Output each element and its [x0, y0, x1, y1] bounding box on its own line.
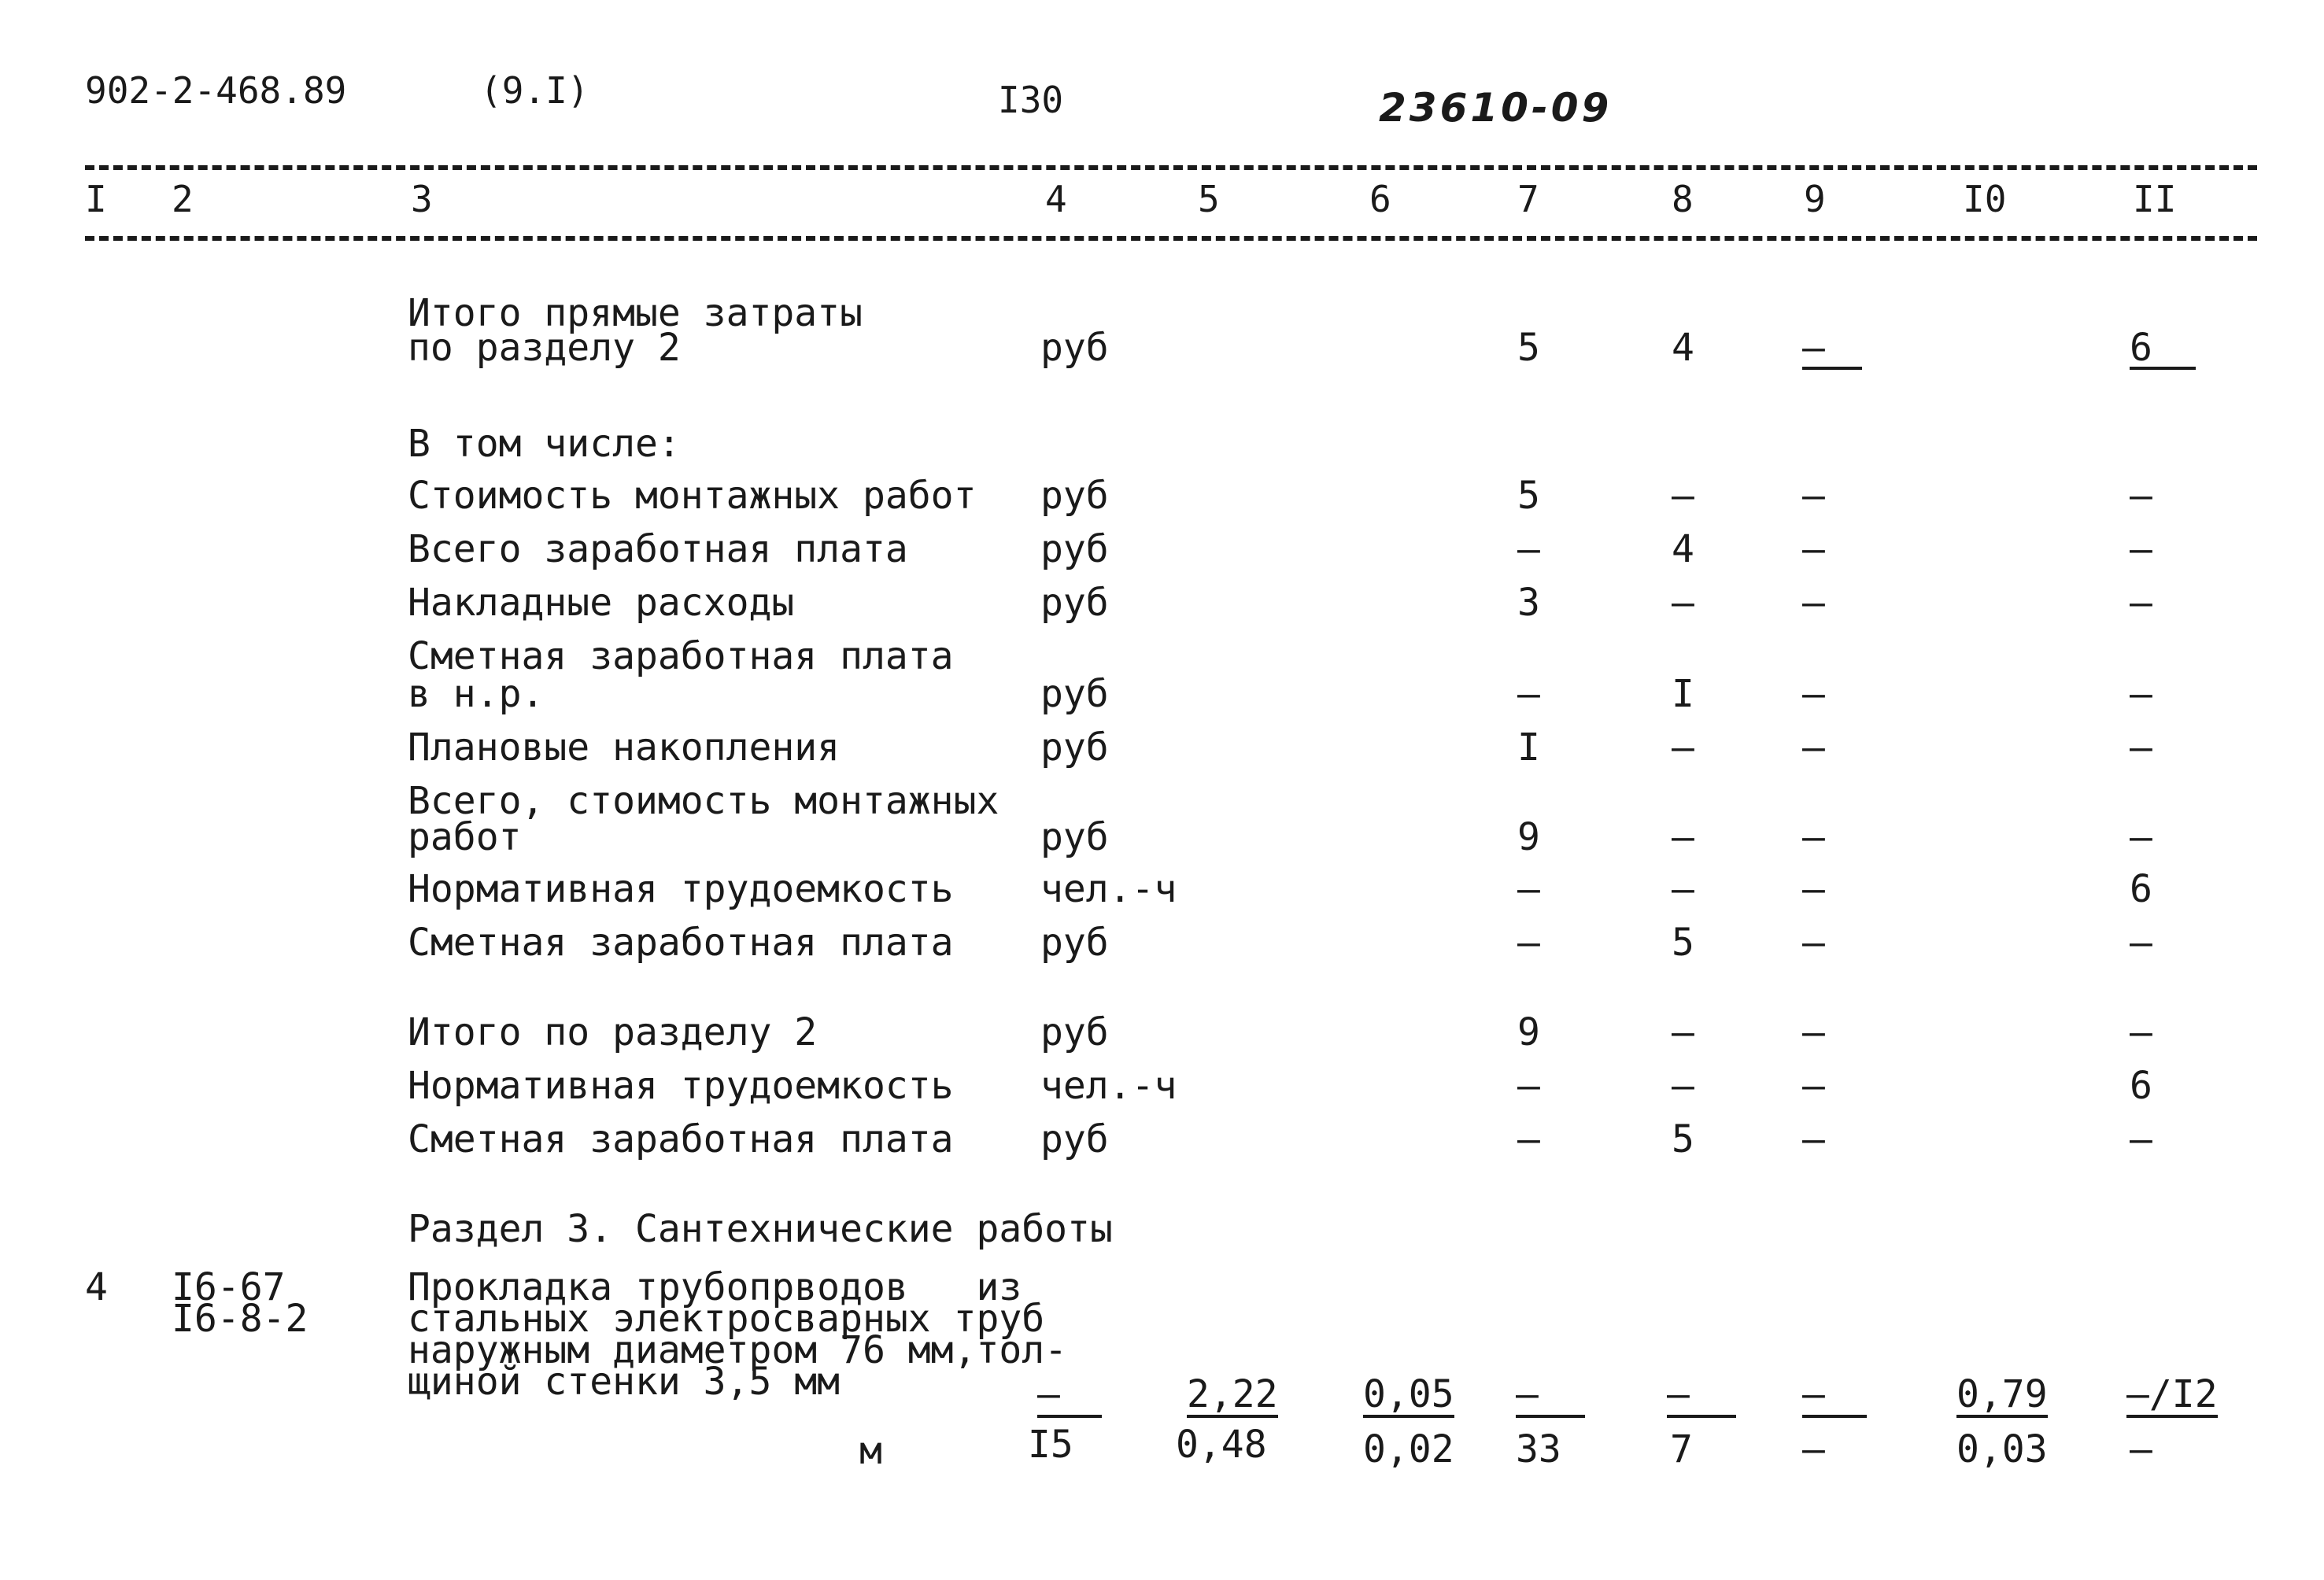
row-overhead-col11: –: [2130, 581, 2152, 625]
row-estimated-wages-col8: 5: [1672, 921, 1694, 965]
section2-total-label: Итого по разделу 2: [408, 1010, 818, 1054]
item-description-line4: щиной стенки 3,5 мм: [408, 1360, 841, 1404]
item-code-2: I6-8-2: [172, 1297, 309, 1341]
header-rule-top: [85, 165, 2257, 170]
section2-labor-unit: чел.-ч: [1040, 1064, 1177, 1108]
column-header-9: 9: [1804, 178, 1826, 220]
item-col7-bottom: 33: [1516, 1427, 1561, 1471]
item-col11-bottom: –: [2130, 1427, 2152, 1471]
row-planned-savings-col9: –: [1802, 725, 1825, 770]
row-installation-cost-col8: –: [1672, 474, 1694, 518]
section2-total-unit: руб: [1040, 1010, 1109, 1054]
row-total-installation-col7: 9: [1517, 815, 1540, 859]
row-total-installation-col9: –: [1802, 815, 1825, 859]
section2-wages-col11: –: [2130, 1117, 2152, 1161]
row-overhead-col7: 3: [1517, 581, 1540, 625]
row-labor-intensity-col11: 6: [2130, 867, 2152, 911]
item-description-line1: Прокладка трубопрводов из: [408, 1265, 1022, 1309]
column-header-7: 7: [1517, 178, 1539, 220]
archive-code: 23610-09: [1379, 85, 1613, 131]
section2-wages-label: Сметная заработная плата: [408, 1117, 954, 1161]
row-total-wages-unit: руб: [1040, 527, 1109, 571]
row-planned-savings-unit: руб: [1040, 725, 1109, 770]
item-col7-top: –: [1516, 1375, 1585, 1418]
row-estimated-wages-nr-col11: –: [2130, 672, 2152, 716]
column-header-5: 5: [1198, 178, 1220, 220]
row-total-wages-col11: –: [2130, 527, 2152, 571]
row-labor-intensity-col9: –: [1802, 867, 1825, 911]
row-total-installation-unit: руб: [1040, 815, 1109, 859]
item-code-1: I6-67: [172, 1265, 286, 1309]
item-col10-top: 0,79: [1956, 1372, 2048, 1416]
row-estimated-wages-nr-col7: –: [1517, 672, 1540, 716]
total-direct-col8: 4: [1672, 326, 1694, 370]
item-col8-top: –: [1667, 1375, 1736, 1418]
item-col5-bottom: 0,48: [1176, 1423, 1267, 1467]
row-estimated-wages-label: Сметная заработная плата: [408, 921, 954, 965]
row-overhead-col9: –: [1802, 581, 1825, 625]
section2-labor-col8: –: [1672, 1064, 1694, 1108]
section2-total-col11: –: [2130, 1010, 2152, 1054]
item-col8-bottom: 7: [1670, 1427, 1693, 1471]
row-labor-intensity-col8: –: [1672, 867, 1694, 911]
row-planned-savings-col8: –: [1672, 725, 1694, 770]
column-header-10: I0: [1963, 178, 2007, 220]
total-direct-label-line2: по разделу 2: [408, 326, 681, 370]
item-col4-top: –: [1037, 1375, 1102, 1418]
row-planned-savings-label: Плановые накопления: [408, 725, 841, 770]
row-total-wages-label: Всего заработная плата: [408, 527, 908, 571]
section2-labor-label: Нормативная трудоемкость: [408, 1064, 954, 1108]
section2-total-col7: 9: [1517, 1010, 1540, 1054]
row-labor-intensity-label: Нормативная трудоемкость: [408, 867, 954, 911]
row-installation-cost-col7: 5: [1517, 474, 1540, 518]
row-labor-intensity-col7: –: [1517, 867, 1540, 911]
row-total-installation-col11: –: [2130, 815, 2152, 859]
row-estimated-wages-nr-unit: руб: [1040, 672, 1109, 716]
row-total-wages-col7: –: [1517, 527, 1540, 571]
section2-labor-col9: –: [1802, 1064, 1825, 1108]
section2-labor-col11: 6: [2130, 1064, 2152, 1108]
row-labor-intensity-unit: чел.-ч: [1040, 867, 1177, 911]
row-estimated-wages-nr-col9: –: [1802, 672, 1825, 716]
row-installation-cost-label: Стоимость монтажных работ: [408, 474, 977, 518]
row-installation-cost-unit: руб: [1040, 474, 1109, 518]
row-planned-savings-col7: I: [1517, 725, 1540, 770]
section2-wages-col9: –: [1802, 1117, 1825, 1161]
total-direct-col9: –: [1802, 329, 1862, 370]
row-total-wages-col8: 4: [1672, 527, 1694, 571]
section-reference: (9.I): [480, 69, 589, 112]
item-description-line3: наружным диаметром 76 мм,тол-: [408, 1328, 1068, 1372]
row-estimated-wages-nr-label-line2: в н.р.: [408, 672, 545, 716]
document-number: 902-2-468.89: [85, 69, 347, 112]
row-installation-cost-col9: –: [1802, 474, 1825, 518]
column-header-4: 4: [1045, 178, 1067, 220]
row-overhead-col8: –: [1672, 581, 1694, 625]
row-estimated-wages-unit: руб: [1040, 921, 1109, 965]
row-total-installation-col8: –: [1672, 815, 1694, 859]
total-direct-col7: 5: [1517, 326, 1540, 370]
section3-title: Раздел 3. Сантехнические работы: [408, 1207, 1113, 1251]
row-estimated-wages-nr-col8: I: [1672, 672, 1694, 716]
section2-wages-unit: руб: [1040, 1117, 1109, 1161]
header-rule-bottom: [85, 236, 2257, 241]
row-overhead-label: Накладные расходы: [408, 581, 795, 625]
item-col10-bottom: 0,03: [1956, 1427, 2048, 1471]
column-header-8: 8: [1672, 178, 1694, 220]
item-col9-bottom: –: [1802, 1427, 1825, 1471]
row-total-installation-label-line2: работ: [408, 815, 522, 859]
row-overhead-unit: руб: [1040, 581, 1109, 625]
row-estimated-wages-col11: –: [2130, 921, 2152, 965]
row-estimated-wages-col9: –: [1802, 921, 1825, 965]
including-label: В том числе:: [408, 422, 681, 466]
row-total-installation-label-line1: Всего, стоимость монтажных: [408, 779, 999, 823]
column-header-2: 2: [172, 178, 194, 220]
item-col6-top: 0,05: [1363, 1372, 1454, 1416]
total-direct-unit: руб: [1040, 326, 1109, 370]
item-col6-bottom: 0,02: [1363, 1427, 1454, 1471]
row-estimated-wages-col7: –: [1517, 921, 1540, 965]
row-installation-cost-col11: –: [2130, 474, 2152, 518]
item-unit: м: [859, 1429, 882, 1473]
section2-wages-col7: –: [1517, 1117, 1540, 1161]
section2-labor-col7: –: [1517, 1064, 1540, 1108]
item-col11-top: –/I2: [2126, 1372, 2218, 1416]
total-direct-label-line1: Итого прямые затраты: [408, 291, 863, 335]
item-col4-bottom: I5: [1028, 1423, 1073, 1467]
item-description-line2: стальных электросварных труб: [408, 1297, 1045, 1341]
column-header-1: I: [85, 178, 107, 220]
section2-wages-col8: 5: [1672, 1117, 1694, 1161]
column-header-6: 6: [1369, 178, 1391, 220]
section2-total-col9: –: [1802, 1010, 1825, 1054]
column-header-3: 3: [411, 178, 433, 220]
row-planned-savings-col11: –: [2130, 725, 2152, 770]
item-number: 4: [85, 1265, 108, 1309]
item-col5-top: 2,22: [1187, 1372, 1278, 1416]
total-direct-col11: 6: [2130, 329, 2196, 370]
section2-total-col8: –: [1672, 1010, 1694, 1054]
page-number: I30: [998, 79, 1064, 121]
row-estimated-wages-nr-label-line1: Сметная заработная плата: [408, 634, 954, 678]
column-header-11: II: [2133, 178, 2177, 220]
item-col9-top: –: [1802, 1375, 1867, 1418]
row-total-wages-col9: –: [1802, 527, 1825, 571]
